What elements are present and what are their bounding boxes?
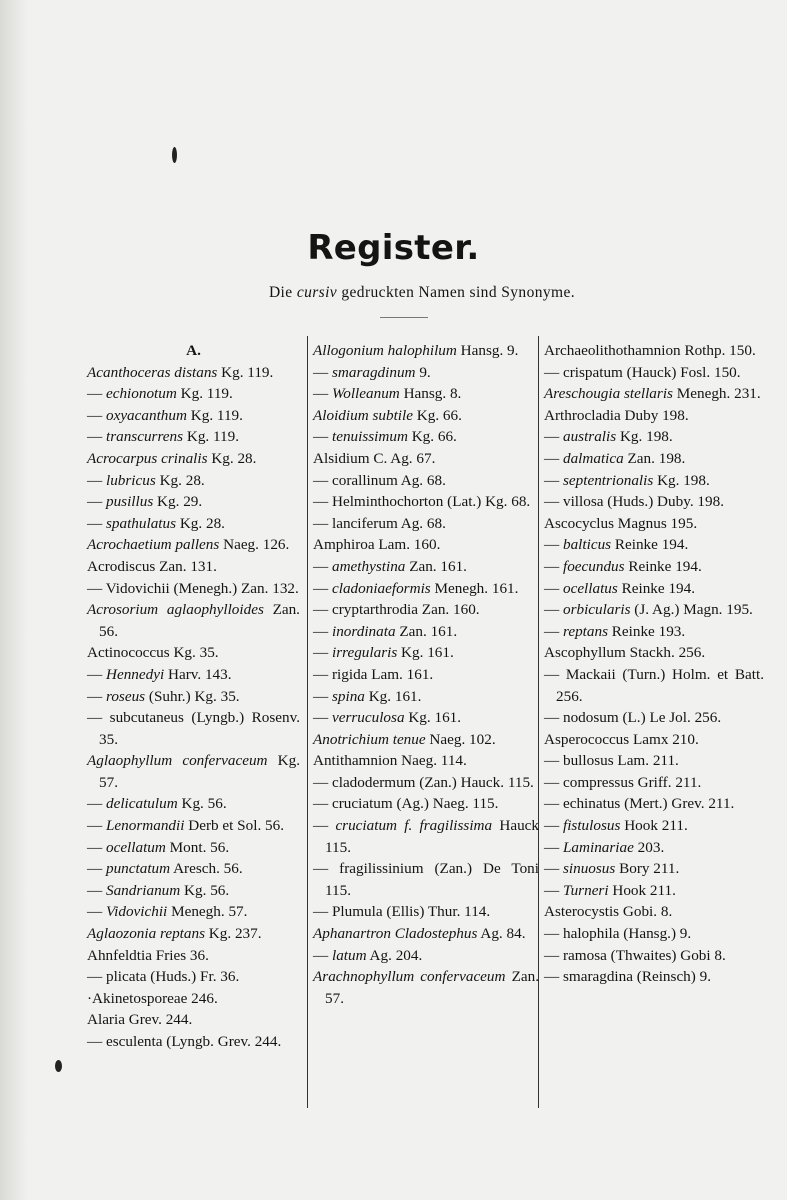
entry-text: 203. [633,838,665,856]
entry-synonym: tenuissimum [331,428,408,446]
entry-synonym: Laminariae [562,838,634,856]
index-entry [87,383,300,405]
index-entry [87,578,300,600]
entry-synonym: Allogonium halophilum [313,342,457,359]
entry-text: — cladodermum (Zan.) Hauck. 115. [313,773,534,791]
index-entry [313,815,539,858]
entry-text: — [87,795,106,813]
entry-synonym: latum [331,946,367,964]
entry-text: — Vidovichii (Menegh.) Zan. 132. [87,579,299,597]
entry-text: Reinke 194. [624,557,702,575]
index-entry [544,793,764,815]
entry-synonym: Aglaozonia reptans [87,925,205,943]
entry-text: — Helminthochorton (Lat.) Kg. 68. [313,493,531,511]
entry-text: — [87,817,106,835]
entry-synonym: transcurrens [105,428,184,446]
entry-text: Mont. 56. [165,838,230,856]
entry-text: — [87,838,106,856]
index-entry [87,405,300,427]
index-entry [313,686,539,708]
entry-text: — [544,860,563,878]
index-entry [313,383,539,405]
entry-text: Kg. 66. [407,428,457,446]
index-entry [87,491,300,513]
entry-synonym: septentrionalis [562,471,654,489]
entry-text: — [313,709,332,727]
index-entry [87,1031,300,1053]
entry-synonym: echionotum [105,385,177,403]
entry-text: — [313,363,332,381]
entry-text: Amphiroa Lam. 160. [313,536,441,554]
index-entry [87,945,300,967]
page-edge-shadow [0,0,28,1200]
entry-text: (J. Ag.) Magn. 195. [630,601,753,619]
entry-text: — esculenta (Lyngb. Grev. 244. [87,1033,282,1050]
entry-synonym: australis [562,428,617,446]
entry-text: Hansg. 9. [456,342,519,359]
entry-text: — bullosus Lam. 211. [544,752,679,770]
entry-text: Actinococcus Kg. 35. [87,644,219,662]
index-entry [313,750,539,772]
entry-text: — [313,579,332,597]
entry-text: Antithamnion Naeg. 114. [313,752,467,770]
entry-synonym: foecundus [562,557,625,575]
entry-text: — [313,557,332,575]
entry-text: Kg. 119. [186,406,243,424]
index-entry [544,578,764,600]
entry-text: Ag. 84. [477,925,526,943]
entry-text: — rigida Lam. 161. [313,665,434,683]
entry-text: Kg. 161. [364,687,422,705]
entry-text: Reinke 193. [607,622,686,640]
index-entry [313,491,539,513]
entry-text: Acrodiscus Zan. 131. [87,557,217,575]
entry-synonym: smaragdinum [331,363,416,381]
index-entry [544,966,764,988]
entry-synonym: Lenormandii [105,817,185,835]
entry-text: — [544,881,563,899]
entry-text: — Mackaii (Turn.) Holm. et Batt. 256. [544,665,764,705]
index-entry [313,707,539,729]
index-entry [87,362,300,384]
entry-text: — [544,428,563,446]
entry-text: Ag. 204. [366,946,423,964]
entry-text: — [544,817,563,835]
index-entry [544,837,764,859]
entry-text: Kg. 161. [397,644,454,662]
section-letter: A. [186,342,201,359]
index-entry [544,599,764,621]
index-entry [544,448,764,470]
entry-text: — [313,687,332,705]
index-entry [544,340,764,362]
entry-text: Kg. 56. [180,881,230,899]
entry-synonym: Aphanartron Cladostephus [313,925,478,943]
index-entry [87,686,300,708]
entry-synonym: fistulosus [562,817,621,835]
index-entry [87,966,300,988]
entry-synonym: amethystina [331,557,406,575]
entry-synonym: spina [331,687,365,705]
entry-text: — [313,644,332,662]
index-entry [313,426,539,448]
index-entry [313,772,539,794]
entry-text: — [313,622,332,640]
index-entry [313,340,539,362]
index-entry [544,729,764,751]
entry-text: — smaragdina (Reinsch) 9. [544,968,712,986]
entry-synonym: Turneri [562,881,609,899]
entry-synonym: delicatulum [105,795,178,813]
index-entry [544,556,764,578]
index-entry [87,837,300,859]
entry-text: — [544,471,563,489]
index-entry [313,513,539,535]
index-entry [87,448,300,470]
entry-text: Ascophyllum Stackh. 256. [544,644,706,662]
index-entry [87,642,300,664]
index-entry [313,664,539,686]
entry-text: Zan. 198. [623,449,686,467]
entry-text: Alsidium C. Ag. 67. [313,449,436,467]
entry-synonym: Acrosorium aglaophylloides [87,601,264,619]
index-entry [87,513,300,535]
entry-text: Ahnfeldtia Fries 36. [87,946,209,964]
index-entry [313,729,539,751]
entry-text: Kg. 198. [653,471,710,489]
index-entry [544,362,764,384]
index-entry [313,578,539,600]
page-subtitle [0,284,787,302]
index-entry [87,599,300,642]
index-entry [87,470,300,492]
entry-synonym: Vidovichii [105,903,168,921]
index-entry [544,945,764,967]
index-entry [87,750,300,793]
page-title: Register. [307,228,480,268]
subtitle-pre: Die [268,284,297,301]
index-entry [544,491,764,513]
index-entry [313,470,539,492]
entry-text: — lanciferum Ag. 68. [313,514,446,532]
entry-synonym: Acrocarpus crinalis [87,449,208,467]
entry-text: 9. [415,363,431,381]
entry-text: Kg. 57. [99,752,300,791]
index-entry [87,923,300,945]
entry-text: ·Akinetosporeae 246. [87,989,218,1007]
entry-text: Asperococcus Lamx 210. [544,730,699,748]
entry-synonym: orbicularis [562,601,631,619]
entry-synonym: cladoniaeformis [331,579,431,597]
entry-text: (Suhr.) Kg. 35. [145,687,240,705]
entry-synonym: Areschougia stellaris [544,385,673,403]
subtitle-italic: cursiv [296,284,338,301]
entry-text: Kg. 119. [217,363,274,381]
index-entry [313,556,539,578]
index-entry [87,858,300,880]
entry-synonym: spathulatus [105,514,177,532]
entry-text: Hauck 115. [325,817,539,856]
index-entry [544,426,764,448]
entry-text: — [87,471,106,489]
index-column-3 [544,340,764,988]
entry-synonym: Arachnophyllum confervaceum [313,968,506,986]
index-entry [313,642,539,664]
entry-text: Kg. 28. [207,449,257,467]
entry-synonym: balticus [562,536,612,554]
entry-synonym: Anotrichium tenue [313,730,426,748]
entry-text: — [87,406,106,424]
entry-synonym: dalmatica [562,449,624,467]
entry-text: Zan. 56. [99,601,300,640]
index-entry [87,534,300,556]
entry-text: — nodosum (L.) Le Jol. 256. [544,709,722,727]
entry-text: Kg. 29. [153,493,203,511]
entry-synonym: punctatum [105,860,171,878]
entry-text: — fragilissinium (Zan.) De Toni 115. [313,860,539,899]
index-entry [544,470,764,492]
entry-synonym: lubricus [105,471,156,489]
entry-text: — [313,385,332,403]
entry-text: Hook 211. [608,881,676,899]
entry-text: Ascocyclus Magnus 195. [544,514,698,532]
entry-synonym: Hennedyi [105,665,165,683]
entry-text: — compressus Griff. 211. [544,773,702,791]
entry-text: Kg. 28. [176,514,225,532]
entry-synonym: irregularis [331,644,398,662]
index-entry [544,880,764,902]
entry-text: Kg. 161. [404,709,462,727]
entry-synonym: pusillus [105,493,154,511]
index-entry [87,901,300,923]
index-entry [544,383,764,405]
index-entry [87,556,300,578]
entry-text: — [87,493,106,511]
entry-text: — [87,514,106,532]
index-entry [313,621,539,643]
index-entry [313,793,539,815]
entry-text: — echinatus (Mert.) Grev. 211. [544,795,735,813]
index-entry [87,707,300,750]
entry-text: — [544,622,563,640]
index-entry [313,945,539,967]
index-entry [313,534,539,556]
entry-text: Kg. 237. [205,925,262,943]
entry-synonym: reptans [562,622,608,640]
entry-text: Harv. 143. [164,665,232,683]
entry-synonym: Aloidium subtile [313,406,413,424]
entry-text: — cruciatum (Ag.) Naeg. 115. [313,795,499,813]
entry-text: — [87,860,106,878]
entry-text: — [544,449,563,467]
entry-text: — ramosa (Thwaites) Gobi 8. [544,946,726,964]
entry-text: Naeg. 126. [219,536,290,554]
index-entry [313,858,539,901]
index-entry [87,426,300,448]
entry-synonym: Acanthoceras distans [87,363,218,381]
entry-text: — Plumula (Ellis) Thur. 114. [313,903,491,921]
entry-text: Reinke 194. [617,579,696,597]
entry-text: — [313,946,332,964]
entry-text: Asterocystis Gobi. 8. [544,903,673,921]
entry-synonym: cruciatum f. fragilissima [335,817,493,835]
index-entry [87,880,300,902]
entry-text: Reinke 194. [611,536,689,554]
entry-synonym: oxyacanthum [105,406,187,424]
entry-text: Menegh. 57. [167,903,248,921]
entry-text: Derb et Sol. 56. [184,817,285,835]
index-entry [544,664,764,707]
entry-synonym: Aglaophyllum confervaceum [87,752,268,770]
entry-text: Aresch. 56. [170,860,243,878]
entry-text: — [544,838,563,856]
column-divider [307,336,308,1108]
index-entry [87,988,300,1010]
entry-text: — halophila (Hansg.) 9. [544,925,692,943]
index-entry [544,858,764,880]
entry-text: Naeg. 102. [425,730,496,748]
entry-synonym: inordinata [331,622,396,640]
index-entry [544,707,764,729]
entry-text: Zan. 161. [405,557,467,575]
entry-text: — [87,665,106,683]
index-entry [313,923,539,945]
entry-text: Zan. 57. [325,968,539,1007]
entry-text: — [544,579,563,597]
index-entry [87,815,300,837]
entry-text: — cryptarthrodia Zan. 160. [313,601,480,619]
index-entry [313,901,539,923]
entry-text: — crispatum (Hauck) Fosl. 150. [544,363,741,381]
index-entry [87,664,300,686]
entry-synonym: Acrochaetium pallens [87,536,220,554]
index-entry [313,966,539,1009]
ink-speck [55,1060,62,1072]
entry-text: Hansg. 8. [399,385,462,403]
entry-text: — subcutaneus (Lyngb.) Rosenv. 35. [87,709,300,748]
index-entry [544,772,764,794]
index-entry [544,534,764,556]
entry-text: Kg. 56. [177,795,227,813]
index-entry [544,901,764,923]
entry-text: Hook 211. [620,817,688,835]
entry-text: Alaria Grev. 244. [87,1011,193,1029]
index-entry [87,793,300,815]
entry-text: Archaeolithothamnion Rothp. 150. [544,342,756,359]
subtitle-post: gedruckten Namen sind Synonyme. [337,284,576,301]
entry-text: — [544,557,563,575]
entry-text: — [87,385,106,403]
entry-text: Kg. 198. [616,428,673,446]
entry-text: — corallinum Ag. 68. [313,471,446,489]
entry-synonym: Sandrianum [105,881,181,899]
index-entry [544,923,764,945]
index-entry [313,448,539,470]
index-entry [544,513,764,535]
ink-speck [172,147,177,163]
index-entry [544,621,764,643]
entry-text: Zan. 161. [395,622,458,640]
index-entry [544,815,764,837]
entry-text: Arthrocladia Duby 198. [544,406,689,424]
title-rule [380,317,428,318]
entry-text: — [87,881,106,899]
entry-synonym: ocellatus [562,579,618,597]
index-column-1 [87,340,300,1053]
entry-text: — [313,428,332,446]
index-entry [313,362,539,384]
entry-text: — [87,428,106,446]
index-column-2 [313,340,539,1009]
index-entry [313,599,539,621]
entry-text: Menegh. 231. [672,385,761,403]
entry-synonym: roseus [105,687,146,705]
entry-text: Kg. 28. [155,471,205,489]
entry-text: Kg. 66. [412,406,462,424]
entry-text: Bory 211. [615,860,680,878]
entry-synonym: Wolleanum [331,385,400,403]
index-entry [313,405,539,427]
entry-text: — villosa (Huds.) Duby. 198. [544,493,724,511]
entry-text: — [87,903,106,921]
entry-text: Kg. 119. [176,385,233,403]
entry-text: — [313,817,336,835]
index-entry [544,405,764,427]
entry-text: — plicata (Huds.) Fr. 36. [87,968,240,986]
entry-text: Kg. 119. [183,428,240,446]
entry-synonym: sinuosus [562,860,616,878]
entry-text: — [544,536,563,554]
entry-text: — [544,601,563,619]
entry-synonym: verruculosa [331,709,405,727]
entry-synonym: ocellatum [105,838,166,856]
entry-text: — [87,687,106,705]
index-entry [544,642,764,664]
index-entry [87,1009,300,1031]
entry-text: Menegh. 161. [430,579,519,597]
index-entry [544,750,764,772]
